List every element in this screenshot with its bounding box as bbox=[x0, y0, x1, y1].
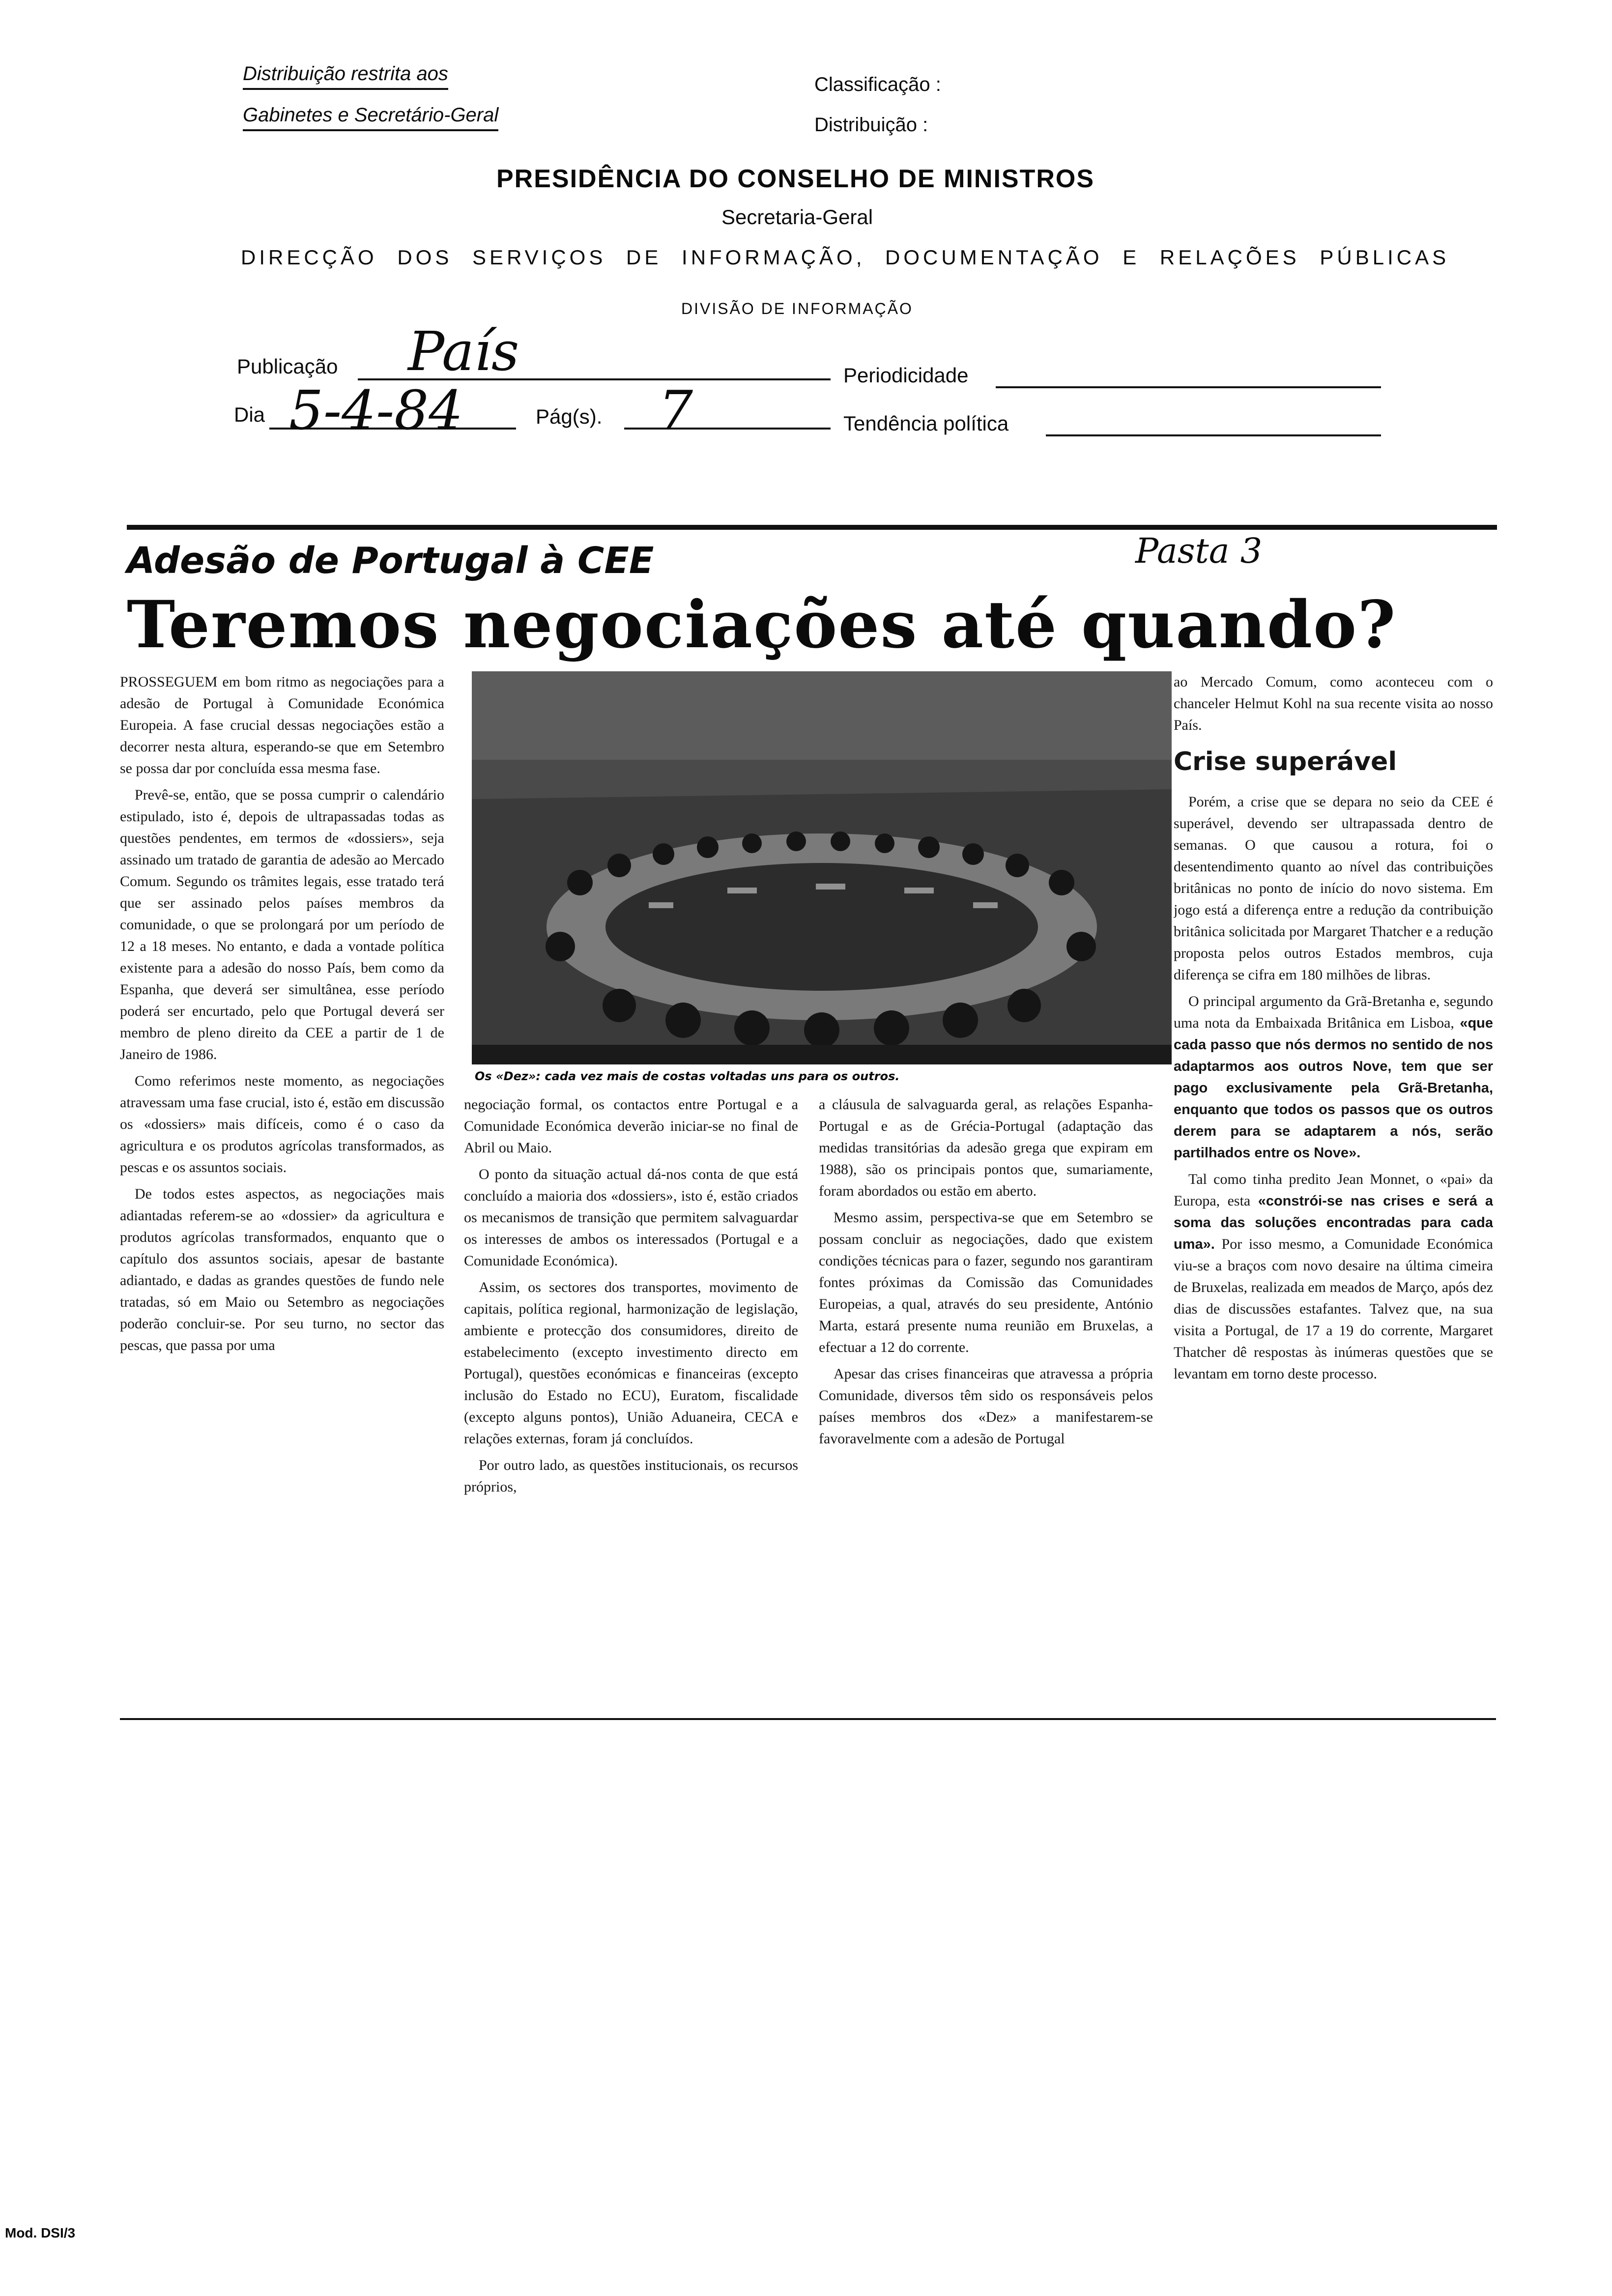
col3-paragraph: a cláusula de salvaguarda geral, as relações Espanha-Portugal e as de Grécia-Portugal (adaptação das medidas transitórias da adesão grega que expiram em 1988), são os principais pontos que, sumariamente, foram abordados ou estão em aberto. bbox=[819, 1096, 1153, 1199]
col2-paragraph: O ponto da situação actual dá-nos conta de que está concluído a maioria dos «dossiers», isto é, estão criados os mecanismos de transição que permitem salvaguardar os interesses de ambos os interessados (Portugal e a Comunidade Económica). bbox=[464, 1166, 798, 1269]
col2-paragraph: Por outro lado, as questões institucionais, os recursos próprios, bbox=[464, 1457, 798, 1495]
col4-bold-quote: «que cada passo que nós dermos no sentido de nos adaptarmos aos outros Nove, tem que ser pago exclusivamente pela Grã-Bretanha, enquanto que todos os passos que os outros derem para se adaptarem a nós, serão partilhados entre os Nove». bbox=[1174, 1015, 1493, 1161]
pags-label: Pág(s). bbox=[536, 405, 603, 428]
article-column-1 bbox=[120, 671, 444, 1708]
institution-title: PRESIDÊNCIA DO CONSELHO DE MINISTROS bbox=[496, 165, 1095, 193]
article-photo bbox=[472, 671, 1172, 1064]
margin-annotation: Pasta 3 bbox=[1135, 531, 1263, 571]
publicacao-handwritten: País bbox=[408, 320, 519, 383]
article-column-2 bbox=[464, 1094, 798, 1708]
tendencia-label: Tendência política bbox=[843, 412, 1009, 435]
direccao-servicos: DIRECÇÃO DOS SERVIÇOS DE INFORMAÇÃO, DOCUMENTAÇÃO E RELAÇÕES PÚBLICAS bbox=[241, 246, 1450, 269]
col2-paragraph: negociação formal, os contactos entre Portugal e a Comunidade Económica deverão iniciar-se no final de Abril ou Maio. bbox=[464, 1096, 798, 1156]
distribution-line-1: Distribuição restrita aos bbox=[243, 63, 448, 90]
distribuicao-label: Distribuição : bbox=[814, 114, 928, 136]
col1-paragraph: PROSSEGUEM em bom ritmo as negociações para a adesão de Portugal à Comunidade Económica Europeia. A fase crucial dessas negociações estão a decorrer nesta altura, esperando-se que em Setembro se possa dar por concluída essa mesma fase. bbox=[120, 674, 444, 776]
periodicidade-label: Periodicidade bbox=[843, 364, 969, 387]
dia-label: Dia bbox=[234, 403, 265, 426]
classificacao-label: Classificação : bbox=[814, 74, 941, 95]
article-headline: Teremos negociações até quando? bbox=[127, 587, 1397, 663]
col3-paragraph: Apesar das crises financeiras que atravessa a própria Comunidade, diversos têm sido os responsáveis pelos países membros dos «Dez» a manifestarem-se favoravelmente com a adesão de Portugal bbox=[819, 1366, 1153, 1447]
article-subhead: Crise superável bbox=[1174, 747, 1397, 776]
secretaria-geral: Secretaria-Geral bbox=[721, 205, 873, 229]
col4-text: Tal como tinha predito Jean Monnet, o «pai» da Europa, esta bbox=[1174, 1171, 1493, 1209]
article-column-4 bbox=[1174, 671, 1493, 1708]
article-bottom-rule bbox=[120, 1718, 1496, 1720]
col4-text: Por isso mesmo, a Comunidade Económica viu-se a braços com novo desaire na última cimeira de Bruxelas, realizada em meados de Março, após dez dias de discussões estafantes. Talvez que, na sua visita a Portugal, de 17 a 19 do corrente, Margaret Thatcher dê respostas às inúmeras questões que se levantam em torno deste processo. bbox=[1174, 1236, 1493, 1382]
col1-paragraph: De todos estes aspectos, as negociações mais adiantadas referem-se ao «dossier» da agricultura e produtos agrícolas transformados, enquanto que o capítulo dos assuntos sociais, apesar de bastante adiantado, e dadas as grandes questões de fundo nele tratadas, só em Maio ou Setembro as negociações poderão concluir-se. Por seu turno, no sector das pescas, que passa por uma bbox=[120, 1186, 444, 1353]
periodicidade-line bbox=[996, 386, 1381, 388]
pags-line bbox=[624, 428, 831, 430]
col1-paragraph: Como referimos neste momento, as negociações atravessam uma fase crucial, isto é, estão em discussão os «dossiers» mais difíceis, como é o caso da agricultura e os produtos agrícolas transformados, as pescas e os assuntos sociais. bbox=[120, 1073, 444, 1176]
meeting-photo-illustration bbox=[472, 671, 1172, 1064]
col4-paragraph bbox=[1174, 991, 1493, 1164]
article-kicker: Adesão de Portugal à CEE bbox=[127, 540, 654, 582]
pags-handwritten: 7 bbox=[659, 379, 693, 442]
col2-paragraph: Assim, os sectores dos transportes, movimento de capitais, política regional, harmonização de legislação, ambiente e protecção dos consumidores, direito de estabelecimento (excepto investimento directo em Portugal), questões económicas e financeiras (excepto inclusão do Estado no ECU), Euratom, fiscalidade (excepto alguns pontos), União Aduaneira, CECA e relações externas, foram já concluídos. bbox=[464, 1279, 798, 1447]
publicacao-label: Publicação bbox=[237, 355, 338, 378]
col4-bold-quote: «constrói-se nas crises e será a soma das soluções encontradas para cada uma». bbox=[1174, 1193, 1493, 1252]
divisao-informacao: DIVISÃO DE INFORMAÇÃO bbox=[681, 300, 913, 317]
tendencia-line bbox=[1046, 434, 1381, 436]
dia-handwritten: 5-4-84 bbox=[289, 379, 463, 442]
distribution-line-2: Gabinetes e Secretário-Geral bbox=[243, 104, 498, 131]
col4-intro: ao Mercado Comum, como aconteceu com o chanceler Helmut Kohl na sua recente visita ao nosso País. bbox=[1174, 674, 1493, 733]
col1-paragraph: Prevê-se, então, que se possa cumprir o calendário estipulado, isto é, depois de ultrapassadas todas as questões pendentes, em termos de «dossiers», seja assinado um tratado de garantia de adesão ao Mercado Comum. Segundo os trâmites legais, esse tratado terá que ser assinado pelos países membros da comunidade, o que se prolongará por um período de 12 a 18 meses. No entanto, e dada a vontade política existente para a adesão do nosso País, bem como da Espanha, que deverá ser simultânea, esse período poderá ser encurtado, pelo que Portugal deverá ser membro de pleno direito da CEE a partir de 1 de Janeiro de 1986. bbox=[120, 787, 444, 1062]
article-column-3 bbox=[819, 1094, 1153, 1708]
col4-paragraph: Porém, a crise que se depara no seio da CEE é superável, devendo ser ultrapassada dentro de semanas. O que causou a rotura, foi o desentendimento quanto ao nível das contribuições britânicas no ponto de início do novo sistema. Em jogo está a diferença entre a redução da contribuição britânica solicitada por Margaret Thatcher e a redução proposta pelos outros Estados membros, cuja diferença se cifra em 180 milhões de libras. bbox=[1174, 794, 1493, 983]
col4-text: O principal argumento da Grã-Bretanha e, segundo uma nota da Embaixada Britânica em Lisboa, bbox=[1174, 993, 1493, 1031]
article-top-rule bbox=[127, 525, 1497, 530]
col3-paragraph: Mesmo assim, perspectiva-se que em Setembro se possam concluir as negociações, dado que existem condições técnicas para o fazer, segundo nos garantiram fontes próximas da Comissão das Comunidades Europeias, a qual, através do seu presidente, António Marta, estará presente numa reunião em Bruxelas, a efectuar a 12 do corrente. bbox=[819, 1209, 1153, 1355]
col4-paragraph bbox=[1174, 1169, 1493, 1385]
photo-caption: Os «Dez»: cada vez mais de costas voltadas uns para os outros. bbox=[475, 1069, 900, 1083]
form-model-code: Mod. DSI/3 bbox=[5, 2225, 76, 2240]
